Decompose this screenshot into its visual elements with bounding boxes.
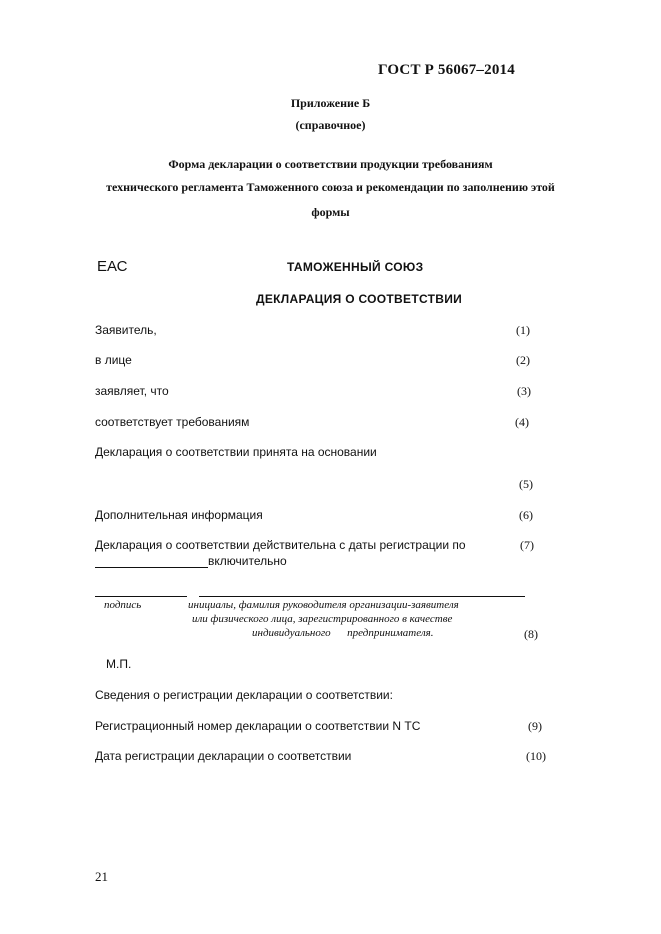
- registration-date-label: Дата регистрации декларации о соответствии: [95, 749, 352, 763]
- field-requirements-label: соответствует требованиям: [95, 415, 250, 429]
- customs-union-heading: ТАМОЖЕННЫЙ СОЮЗ: [287, 260, 424, 274]
- field-represented-num: (2): [516, 353, 530, 367]
- standard-designation: ГОСТ Р 56067–2014: [378, 62, 515, 78]
- page-number: 21: [95, 869, 108, 884]
- declaration-heading: ДЕКЛАРАЦИЯ О СООТВЕТСТВИИ: [256, 292, 463, 306]
- field-declares-num: (3): [517, 384, 531, 398]
- field-applicant-label: Заявитель,: [95, 323, 157, 337]
- name-line: [199, 596, 525, 597]
- field-validity-label: Декларация о соответствии действительна с даты регистрации по: [95, 538, 466, 552]
- field-requirements-num: (4): [515, 415, 529, 429]
- field-validity-num: (7): [520, 538, 534, 552]
- name-caption-line-2: или физического лица, зарегистрированного в качестве: [192, 613, 453, 625]
- signature-line: [95, 596, 187, 597]
- stamp-label: М.П.: [106, 657, 132, 671]
- field-additional-info-num: (6): [519, 508, 533, 522]
- field-additional-info-label: Дополнительная информация: [95, 508, 263, 522]
- registration-date-num: (10): [526, 749, 546, 763]
- form-title-line-2: технического регламента Таможенного союза и рекомендации по заполнению этой: [106, 180, 555, 194]
- appendix-type: (справочное): [295, 118, 366, 132]
- name-caption-line-3: индивидуального предпринимателя.: [252, 627, 434, 639]
- form-title-line-1: Форма декларации о соответствии продукции требованиям: [168, 157, 493, 171]
- validity-date-line: [95, 567, 208, 568]
- name-caption-line-1: инициалы, фамилия руководителя организации-заявителя: [188, 599, 459, 611]
- registration-number-num: (9): [528, 719, 542, 733]
- field-basis-label: Декларация о соответствии принята на основании: [95, 445, 377, 459]
- form-title-line-3: формы: [311, 205, 350, 219]
- field-basis-num: (5): [519, 477, 533, 491]
- signature-caption: подпись: [104, 599, 142, 611]
- validity-suffix: включительно: [208, 554, 287, 568]
- field-declares-label: заявляет, что: [95, 384, 169, 398]
- registration-heading: Сведения о регистрации декларации о соответствии:: [95, 688, 393, 702]
- registration-number-label: Регистрационный номер декларации о соответствии N ТС: [95, 719, 421, 733]
- field-applicant-num: (1): [516, 323, 530, 337]
- field-represented-label: в лице: [95, 353, 132, 367]
- signature-num: (8): [524, 627, 538, 641]
- eac-mark: ЕАС: [97, 258, 128, 275]
- appendix-title: Приложение Б: [290, 96, 371, 110]
